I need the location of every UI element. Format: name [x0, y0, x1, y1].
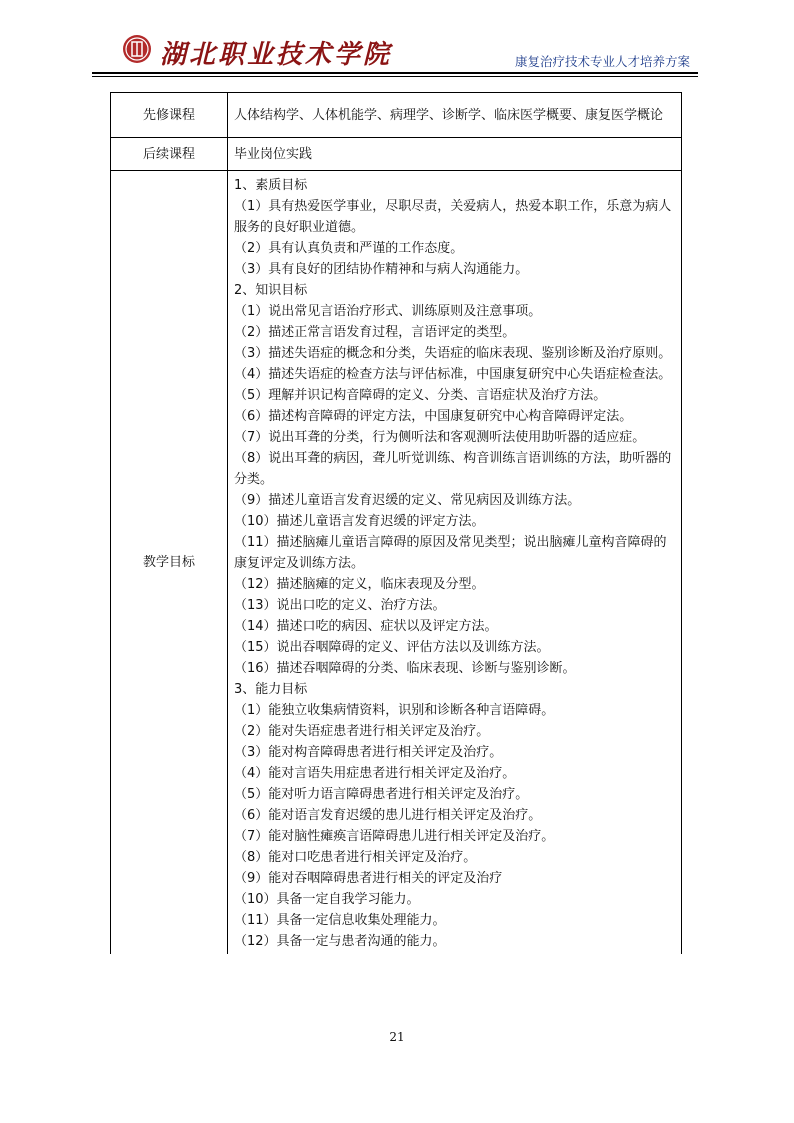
- goal-line: （7）能对脑性瘫痪言语障碍患儿进行相关评定及治疗。: [234, 829, 555, 844]
- goal-line: （5）能对听力语言障碍患者进行相关评定及治疗。: [234, 787, 529, 802]
- prerequisite-label: 先修课程: [111, 93, 228, 138]
- goal-line: （11）具备一定信息收集处理能力。: [234, 913, 446, 928]
- goal-line: （9）能对吞咽障碍患者进行相关的评定及治疗: [234, 871, 503, 886]
- goal-line: （2）具有认真负责和严谨的工作态度。: [234, 241, 464, 256]
- goal-line: 1、素质目标: [234, 178, 308, 193]
- follow-up-content: 毕业岗位实践: [228, 138, 682, 171]
- header-rule: [92, 72, 698, 74]
- goal-line: 3、能力目标: [234, 682, 308, 697]
- school-logo-icon: [122, 34, 152, 64]
- goal-line: （3）描述失语症的概念和分类，失语症的临床表现、鉴别诊断及治疗原则。: [234, 346, 672, 361]
- goal-line: （14）描述口吃的病因、症状以及评定方法。: [234, 619, 498, 634]
- document-title: 康复治疗技术专业人才培养方案: [514, 54, 690, 69]
- header-rule-thin: [92, 76, 698, 77]
- table-row-follow-up: [111, 138, 682, 171]
- goal-line: （1）能独立收集病情资料，识别和诊断各种言语障碍。: [234, 703, 555, 718]
- course-info-table: [110, 92, 682, 954]
- goal-line: （4）能对言语失用症患者进行相关评定及治疗。: [234, 766, 516, 781]
- goal-line: （10）描述儿童语言发育迟缓的评定方法。: [234, 514, 485, 529]
- goal-line: （5）理解并识记构音障碍的定义、分类、言语症状及治疗方法。: [234, 388, 607, 403]
- teaching-goals-label: 教学目标: [111, 171, 228, 955]
- page-header: [92, 28, 698, 74]
- goal-line: （12）描述脑瘫的定义，临床表现及分型。: [234, 577, 485, 592]
- goal-line: （6）能对语言发育迟缓的患儿进行相关评定及治疗。: [234, 808, 542, 823]
- goal-line: （2）能对失语症患者进行相关评定及治疗。: [234, 724, 490, 739]
- goal-line: （1）说出常见言语治疗形式、训练原则及注意事项。: [234, 304, 542, 319]
- follow-up-label: 后续课程: [111, 138, 228, 171]
- goal-line: （4）描述失语症的检查方法与评估标准，中国康复研究中心失语症检查法。: [234, 367, 672, 382]
- teaching-goals-content: [228, 171, 682, 955]
- goal-line: （16）描述吞咽障碍的分类、临床表现、诊断与鉴别诊断。: [234, 661, 576, 676]
- goal-line: （10）具备一定自我学习能力。: [234, 892, 420, 907]
- goal-line: （1）具有热爱医学事业，尽职尽责，关爱病人，热爱本职工作，乐意为病人服务的良好职业道德。: [234, 199, 672, 235]
- goal-line: （11）描述脑瘫儿童语言障碍的原因及常见类型；说出脑瘫儿童构音障碍的康复评定及训练方法。: [234, 535, 667, 571]
- goal-line: （7）说出耳聋的分类，行为侧听法和客观测听法使用助听器的适应症。: [234, 430, 646, 445]
- goal-line: （6）描述构音障碍的评定方法，中国康复研究中心构音障碍评定法。: [234, 409, 633, 424]
- prerequisite-content: 人体结构学、人体机能学、病理学、诊断学、临床医学概要、康复医学概论: [228, 93, 682, 138]
- goal-line: （12）具备一定与患者沟通的能力。: [234, 934, 446, 949]
- goal-line: （8）能对口吃患者进行相关评定及治疗。: [234, 850, 477, 865]
- goal-line: （8）说出耳聋的病因，聋儿听觉训练、构音训练言语训练的方法，助听器的分类。: [234, 451, 672, 487]
- school-name: 湖北职业技术学院: [160, 40, 393, 70]
- goal-line: （9）描述儿童语言发育迟缓的定义、常见病因及训练方法。: [234, 493, 581, 508]
- goal-line: 2、知识目标: [234, 283, 308, 298]
- goal-line: （3）能对构音障碍患者进行相关评定及治疗。: [234, 745, 503, 760]
- goal-line: （2）描述正常言语发育过程，言语评定的类型。: [234, 325, 516, 340]
- goal-line: （13）说出口吃的定义、治疗方法。: [234, 598, 446, 613]
- goal-line: （3）具有良好的团结协作精神和与病人沟通能力。: [234, 262, 529, 277]
- goal-line: （15）说出吞咽障碍的定义、评估方法以及训练方法。: [234, 640, 550, 655]
- table-row-prerequisite: [111, 93, 682, 138]
- page-number: 21: [389, 1030, 405, 1044]
- table-row-teaching-goals: [111, 171, 682, 955]
